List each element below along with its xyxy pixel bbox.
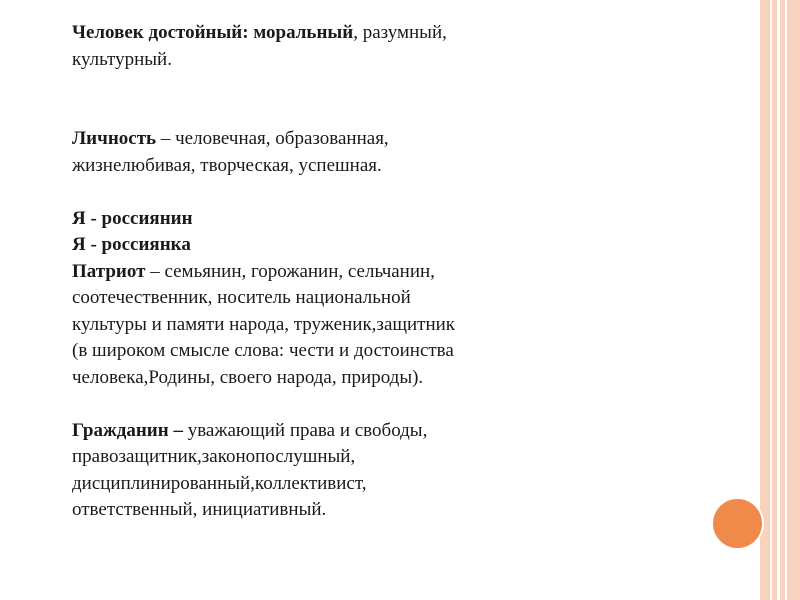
bullet-line (40, 285, 740, 312)
bullet-line (40, 365, 740, 392)
bullet-line (40, 100, 740, 127)
bold-term: Я - россиянин (72, 207, 193, 229)
line-text (72, 444, 355, 471)
line-rest: культурный. (72, 48, 172, 70)
line-text (72, 312, 455, 339)
line-rest: ответственный, инициативный. (72, 499, 327, 520)
bullet-line (40, 259, 740, 286)
bullet-line (40, 153, 740, 180)
bold-term: Человек достойный: моральный (72, 22, 354, 43)
line-text (72, 153, 382, 180)
bullet-line (40, 418, 740, 445)
bullet-line (40, 444, 740, 471)
line-rest: соотечественник, носитель национальной (72, 287, 411, 308)
line-rest: (в широком смысле слова: чести и достоинства (72, 340, 454, 361)
line-rest: культуры и памяти народа, труженик,защитник (72, 313, 456, 335)
stripe-line (770, 0, 772, 600)
line-text (72, 259, 435, 286)
bullet-line (40, 47, 740, 74)
bold-term: Гражданин – (72, 419, 183, 441)
line-rest: жизнелюбивая, творческая, успешная. (72, 154, 382, 176)
line-text (72, 365, 423, 392)
line-text (72, 206, 193, 233)
line-text (72, 497, 326, 524)
line-rest: уважающий права и свободы, (182, 419, 428, 441)
line-text (72, 47, 172, 74)
bold-term: Патриот (72, 260, 146, 282)
line-rest: – семьянин, горожанин, сельчанин, (145, 260, 435, 282)
line-text (72, 126, 389, 153)
bullet-line (40, 179, 740, 206)
bullet-line (40, 471, 740, 498)
stripe-band (760, 0, 800, 600)
bullet-line (40, 20, 740, 47)
line-text (72, 232, 191, 259)
decorative-stripes (760, 0, 800, 600)
bold-term: Я - россиянка (72, 234, 191, 255)
bullet-line (40, 232, 740, 259)
line-text (72, 285, 411, 312)
bold-term: Личность (72, 128, 157, 149)
line-text (72, 338, 454, 365)
line-text (72, 471, 367, 498)
line-rest: человека,Родины, своего народа, природы). (72, 366, 424, 388)
bullet-line (40, 126, 740, 153)
bullet-line (40, 73, 740, 100)
line-rest: правозащитник,законопослушный, (72, 446, 356, 467)
bullet-line (40, 497, 740, 524)
bullet-line (40, 391, 740, 418)
bullet-line (40, 312, 740, 339)
slide-body (40, 20, 740, 524)
stripe-line (785, 0, 787, 600)
line-text (72, 20, 447, 47)
line-rest: , разумный, (353, 22, 447, 43)
line-text (72, 418, 427, 445)
bullet-line (40, 338, 740, 365)
stripe-line (777, 0, 780, 600)
bullet-line (40, 206, 740, 233)
line-rest: дисциплинированный,коллективист, (72, 472, 367, 494)
line-rest: – человечная, образованная, (156, 128, 389, 149)
